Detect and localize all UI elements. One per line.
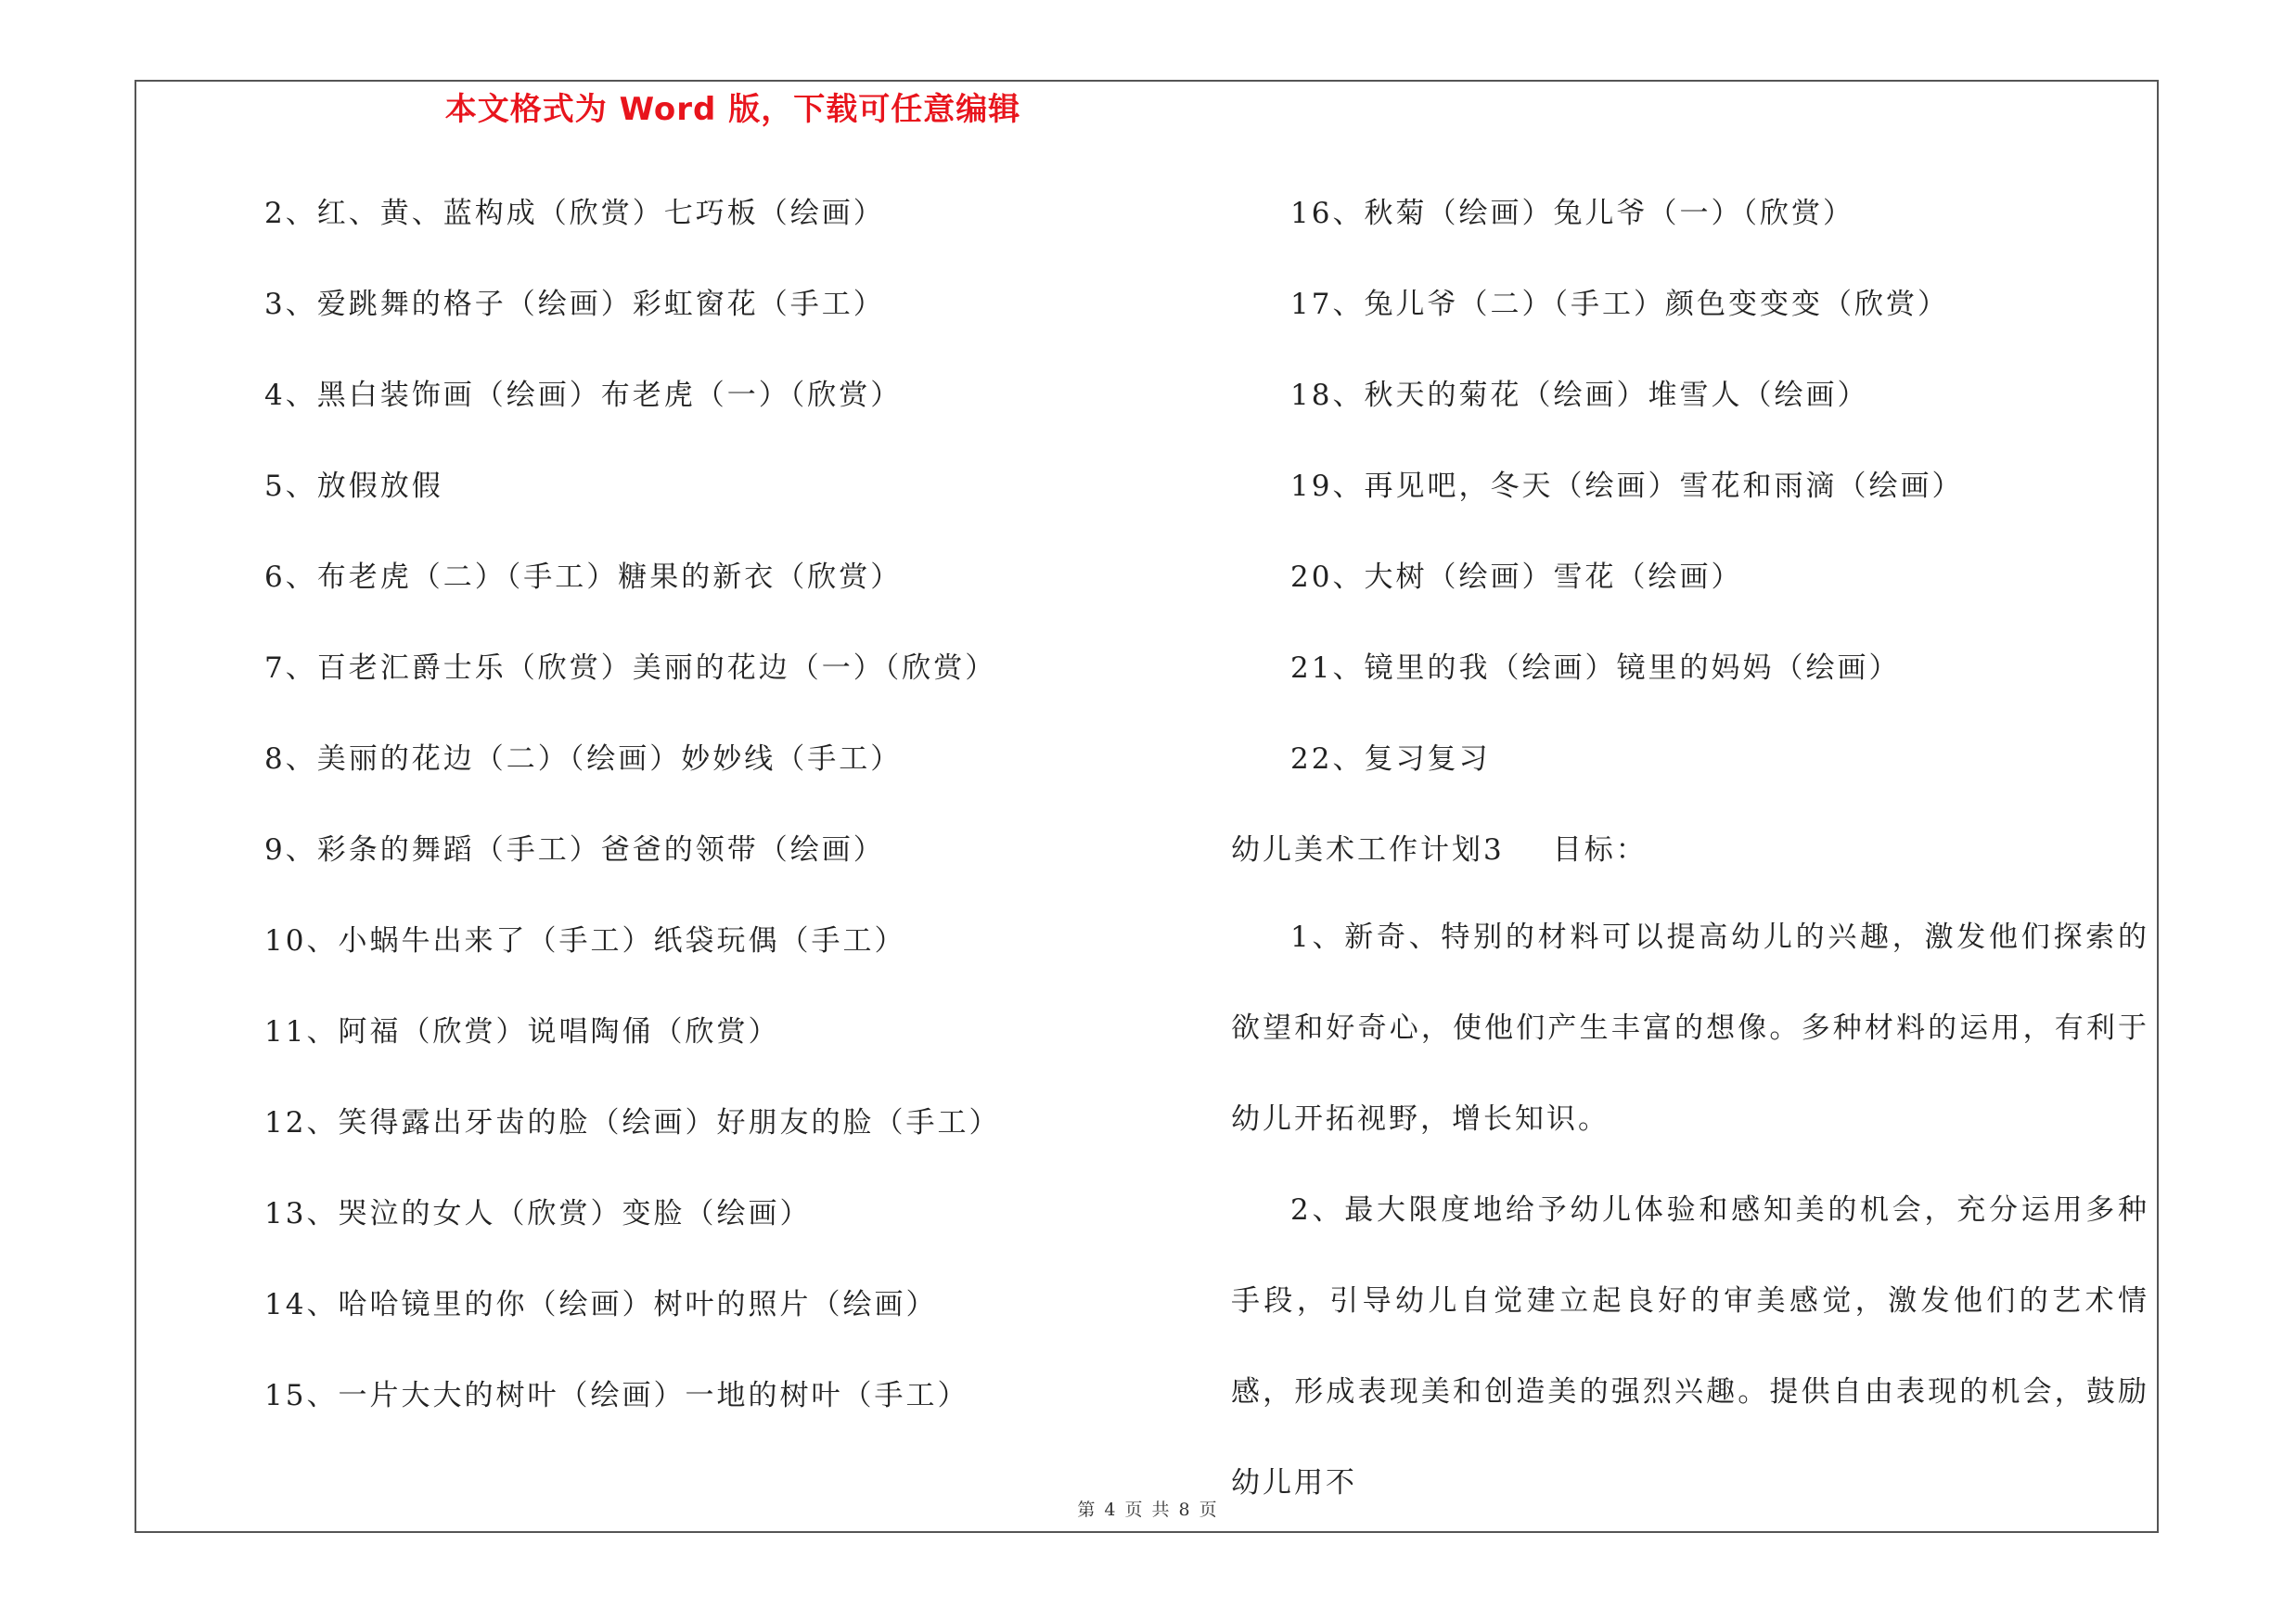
section-title: 幼儿美术工作计划3 [1231, 833, 1505, 867]
section-heading [1231, 831, 1648, 869]
list-item: 22、复习复习 [1290, 742, 1491, 776]
list-item: 21、镜里的我（绘画）镜里的妈妈（绘画） [1290, 651, 1901, 685]
document-banner: 本文格式为 Word 版，下载可任意编辑 [444, 91, 1021, 128]
list-item: 19、再见吧，冬天（绘画）雪花和雨滴（绘画） [1290, 470, 1964, 503]
list-item: 6、布老虎（二）（手工）糖果的新衣（欣赏） [264, 560, 903, 594]
list-item: 10、小蜗牛出来了（手工）纸袋玩偶（手工） [264, 924, 906, 958]
list-item: 8、美丽的花边（二）（绘画）妙妙线（手工） [264, 742, 903, 776]
list-item: 4、黑白装饰画（绘画）布老虎（一）（欣赏） [264, 379, 903, 412]
list-item: 15、一片大大的树叶（绘画）一地的树叶（手工） [264, 1379, 969, 1412]
list-item: 20、大树（绘画）雪花（绘画） [1290, 560, 1743, 594]
page-number: 第 4 页 共 8 页 [1077, 1500, 1219, 1520]
list-item: 18、秋天的菊花（绘画）堆雪人（绘画） [1290, 379, 1869, 412]
list-item: 12、笑得露出牙齿的脸（绘画）好朋友的脸（手工） [264, 1106, 1001, 1140]
list-item: 11、阿福（欣赏）说唱陶俑（欣赏） [264, 1015, 780, 1049]
list-item: 7、百老汇爵士乐（欣赏）美丽的花边（一）（欣赏） [264, 651, 997, 685]
list-item: 13、哭泣的女人（欣赏）变脸（绘画） [264, 1197, 812, 1230]
list-item: 3、爱跳舞的格子（绘画）彩虹窗花（手工） [264, 288, 885, 321]
section-label: 目标： [1552, 833, 1648, 867]
list-item: 5、放假放假 [264, 470, 443, 503]
paragraph: 1、新奇、特别的材料可以提高幼儿的兴趣，激发他们探索的欲望和好奇心，使他们产生丰富的想像。多种材料的运用，有利于幼儿开拓视野，增长知识。 [1231, 921, 2149, 1136]
list-item: 2、红、黄、蓝构成（欣赏）七巧板（绘画） [264, 197, 885, 230]
list-item: 9、彩条的舞蹈（手工）爸爸的领带（绘画） [264, 833, 885, 867]
list-item: 14、哈哈镜里的你（绘画）树叶的照片（绘画） [264, 1288, 938, 1321]
list-item: 17、兔儿爷（二）（手工）颜色变变变（欣赏） [1290, 288, 1949, 321]
paragraph: 2、最大限度地给予幼儿体验和感知美的机会，充分运用多种手段，引导幼儿自觉建立起良好的审美感觉，激发他们的艺术情感，形成表现美和创造美的强烈兴趣。提供自由表现的机会，鼓励幼儿用不 [1231, 1193, 2149, 1500]
list-item: 16、秋菊（绘画）兔儿爷（一）（欣赏） [1290, 197, 1854, 230]
